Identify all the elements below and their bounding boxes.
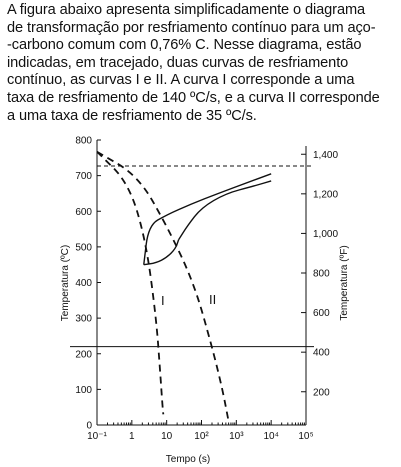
curve-label-II: II [209, 292, 217, 307]
y-tick-label-right: 600 [313, 308, 330, 320]
question-line: taxa de resfriamento de 140 ºC/s, e a curva II corresponde [7, 89, 380, 106]
y-tick-label-right: 200 [313, 387, 330, 399]
x-tick-label: 10⁻¹ [87, 431, 107, 442]
y-right-ticks [301, 150, 338, 399]
cooling-curves [97, 152, 229, 422]
y-tick-label-left: 0 [86, 420, 92, 432]
y-tick-label-right: 1,400 [313, 149, 339, 161]
question-line: A figura abaixo apresenta simplificadamente o diagrama [7, 2, 366, 18]
transformation-finish-curve [179, 181, 272, 240]
cooling-curve-I [97, 152, 163, 415]
cooling-curve-II [97, 152, 229, 422]
x-tick-label: 10² [194, 431, 209, 442]
y-tick-label-left: 800 [75, 135, 92, 147]
question-line: -carbono comum com 0,76% C. Nesse diagrama, estão [7, 37, 362, 54]
x-tick-label: 10⁵ [298, 431, 314, 442]
y-tick-label-right: 1,200 [313, 189, 339, 201]
x-tick-label: 10 [161, 431, 173, 442]
y-tick-label-left: 100 [75, 384, 92, 396]
y-tick-label-left: 300 [75, 313, 92, 325]
question-line: a uma taxa de resfriamento de 35 ºC/s. [7, 107, 257, 124]
x-ticks [87, 420, 314, 442]
x-tick-label: 10⁴ [263, 431, 279, 442]
axes [97, 140, 306, 425]
y-tick-label-left: 400 [75, 278, 92, 289]
question-line: indicadas, em tracejado, duas curvas de resfriamento [7, 54, 349, 71]
y-tick-label-left: 700 [75, 171, 92, 183]
y-tick-label-right: 400 [313, 347, 330, 359]
horizontal-lines [70, 166, 314, 347]
curve-label-I: I [161, 293, 165, 308]
y-tick-label-left: 600 [75, 206, 92, 218]
question-line: de transformação por resfriamento contínuo para um aço- [7, 19, 376, 36]
y-axis-label-left: Temperatura (ºC) [60, 244, 71, 322]
y-tick-label-right: 1,000 [313, 228, 339, 240]
y-tick-label-left: 500 [75, 242, 92, 254]
y-tick-label-left: 200 [75, 349, 92, 361]
question-line: contínuo, as curvas I e II. A curva I corresponde a uma [7, 72, 355, 89]
y-tick-label-right: 800 [313, 268, 330, 280]
x-axis-label: Tempo (s) [165, 454, 211, 465]
x-tick-label: 10³ [229, 431, 244, 442]
y-axis-label-right: Temperatura (ºF) [339, 245, 350, 321]
x-tick-label: 1 [129, 431, 135, 442]
